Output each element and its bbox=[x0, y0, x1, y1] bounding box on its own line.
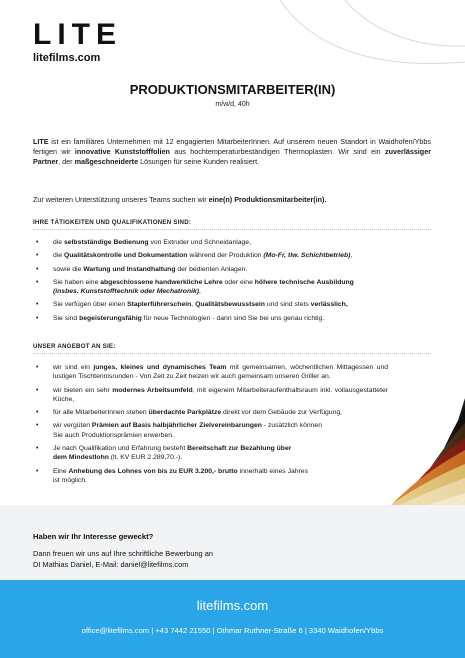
bullet-icon: • bbox=[36, 239, 39, 246]
bullet-icon: • bbox=[36, 445, 39, 453]
bullet-icon: • bbox=[36, 278, 39, 286]
list-item: • Sie sind begeisterungsfähig für neue Technologien - dann sind Sie bei uns genau richtig. bbox=[36, 314, 325, 322]
bullet-icon: • bbox=[36, 301, 39, 309]
decorative-arcs bbox=[250, 0, 465, 90]
bullet-icon: • bbox=[36, 314, 39, 322]
cta-text: Dann freuen wir uns auf Ihre schriftliche Bewerbung an bbox=[33, 549, 213, 558]
section-heading-qualifications: IHRE TÄTIGKEITEN UND QUALIFIKATIONEN SIND: bbox=[33, 219, 192, 226]
list-item: • die Qualitätskontrolle und Dokumentation während der Produktion (Mo-Fr, tlw. Schichtbetrieb), bbox=[36, 252, 353, 260]
intro-paragraph: LITE ist ein familiäres Unternehmen mit 12 engagierten MitarbeiterInnen. Auf unserem neuen Standort in Waidhofen/Ybbs fertigen wir innovative Kunststofffolien aus hochtemperaturbeständigen Thermoplasten. Wir sind ein zuverlässiger Partner, der maßgeschneiderte Lösungen für seine Kunden realisiert. bbox=[33, 137, 431, 167]
list-item: • Je nach Qualifikation und Erfahrung besteht Bereitschaft zur Bezahlung über dem Mindestlohn (lt. KV EUR 2.289,70.-). bbox=[36, 445, 292, 462]
cta-contact[interactable]: DI Mathias Daniel, E-Mail: daniel@litefilms.com bbox=[33, 560, 189, 569]
bullet-icon: • bbox=[36, 386, 39, 394]
qualifications-list bbox=[33, 238, 393, 327]
bullet-icon: • bbox=[36, 364, 39, 371]
company-website-label: litefilms.com bbox=[33, 52, 101, 64]
company-logo: LITE bbox=[33, 18, 122, 51]
job-subtitle: m/w/d, 40h bbox=[215, 101, 250, 108]
job-title: PRODUKTIONSMITARBEITER(IN) bbox=[129, 82, 336, 97]
list-item: • die selbstständige Bedienung von Extruder und Schneidanlage, bbox=[36, 239, 251, 246]
bullet-icon: • bbox=[36, 252, 39, 260]
footer-website-link[interactable]: litefilms.com bbox=[196, 598, 269, 613]
intro-paragraph-2: Zur weiteren Unterstützung unseres Teams suchen wir eine(n) Produktionsmitarbeiter(in). bbox=[33, 195, 327, 204]
cta-heading: Haben wir Ihr Interesse geweckt? bbox=[33, 532, 154, 541]
bullet-icon: • bbox=[36, 409, 39, 417]
list-item: • für alle MitarbeiterInnen stehen überdachte Parkplätze direkt vor dem Gebäude zur Verfügung, bbox=[36, 409, 343, 417]
bullet-icon: • bbox=[36, 265, 39, 273]
list-item: • Sie haben eine abgeschlossene handwerkliche Lehre oder eine höhere technische Ausbildung (insbes. Kunststofftechnik oder Mechatronik), bbox=[36, 278, 354, 296]
bullet-icon: • bbox=[36, 467, 39, 475]
footer-contact-info: office@litefilms.com | +43 7442 21550 | Othmar Ruthner-Straße 6 | 3340 Waidhofen/Ybbs bbox=[81, 626, 384, 635]
list-item: • sowie die Wartung und Instandhaltung der bedienten Anlagen. bbox=[36, 265, 248, 273]
section-divider bbox=[33, 353, 431, 354]
section-heading-offer: UNSER ANGEBOT AN SIE: bbox=[33, 343, 116, 350]
list-item: • wir sind ein junges, kleines und dynamisches Team mit gemeinsamen, wöchentlichen Mittagessen und lustigen Tischtennisrunden - Von Zeit zu Zeit heizen wir auch gemeinsam unseren Griller an. bbox=[36, 364, 389, 381]
list-item: • wir bieten ein sehr modernes Arbeitsumfeld, mit eigenem Mitarbeiteraufenthaltsraum inkl. vollausgestatteter Küche, bbox=[36, 386, 389, 403]
list-item: • wir vergüten Prämien auf Basis halbjährlicher Zielvereinbarungen - zusätzlich können Sie auch Produktionsprämien erwerben. bbox=[36, 422, 322, 439]
bullet-icon: • bbox=[36, 422, 39, 430]
list-item: • Eine Anhebung des Lohnes von bis zu EUR 3.200,- brutto innerhalb eines Jahres ist möglich. bbox=[36, 467, 308, 484]
section-divider bbox=[33, 229, 431, 230]
footer-band bbox=[0, 580, 465, 658]
list-item: • Sie verfügen über einen Staplerführerschein, Qualitätsbewusstsein und sind stets verlässlich, bbox=[36, 301, 348, 309]
